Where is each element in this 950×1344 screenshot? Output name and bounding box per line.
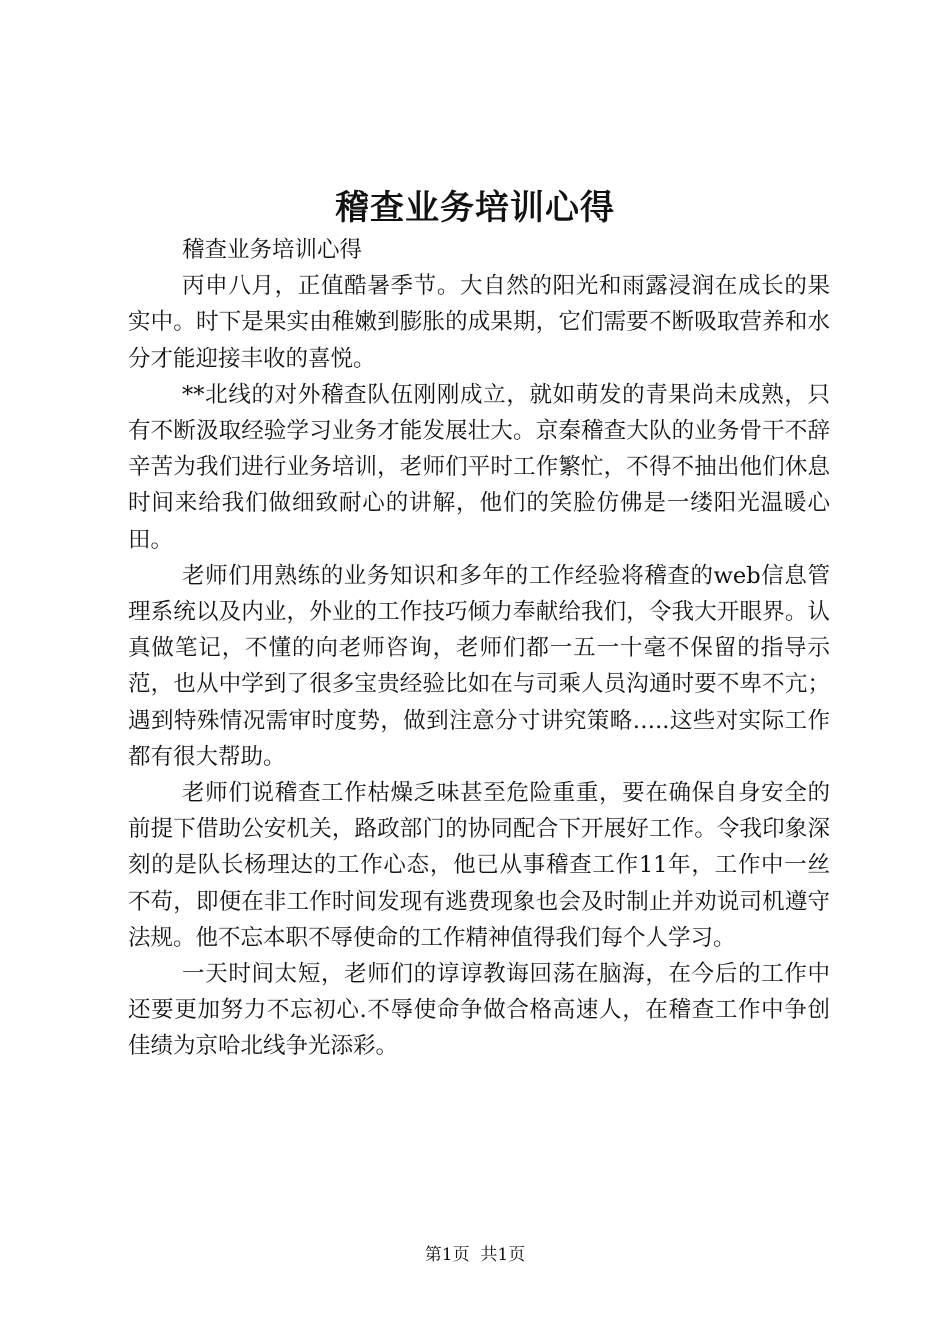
page-footer <box>0 1243 950 1267</box>
document-body <box>128 232 830 1065</box>
page-total: 共1页 <box>480 1245 526 1265</box>
document-title: 稽查业务培训心得 <box>335 188 615 228</box>
paragraph-training: 老师们用熟练的业务知识和多年的工作经验将稽查的web信息管理系统以及内业，外业的工作技巧倾力奉献给我们，令我大开眼界。认真做笔记，不懂的向老师咨询，老师们都一五一十毫不保留的指导示范，也从中学到了很多宝贵经验比如在与司乘人员沟通时要不卑不亢；遇到特殊情况需审时度势，做到注意分寸讲究策略…..这些对实际工作都有很大帮助。 <box>128 562 830 770</box>
paragraph-intro: 丙申八月，正值酷暑季节。大自然的阳光和雨露浸润在成长的果实中。时下是果实由稚嫩到膨胀的成果期，它们需要不断吸取营养和水分才能迎接丰收的喜悦。 <box>128 273 830 372</box>
paragraph-subtitle: 稽查业务培训心得 <box>182 237 363 263</box>
paragraph-conclusion: 一天时间太短，老师们的谆谆教诲回荡在脑海，在今后的工作中还要更加努力不忘初心.不辱使命争做合格高速人，在稽查工作中争创佳绩为京哈北线争光添彩。 <box>128 961 830 1060</box>
paragraph-team: **北线的对外稽查队伍刚刚成立，就如萌发的青果尚未成熟，只有不断汲取经验学习业务才能发展壮大。京秦稽查大队的业务骨干不辞辛苦为我们进行业务培训，老师们平时工作繁忙，不得不抽出他们休息时间来给我们做细致耐心的讲解，他们的笑脸仿佛是一缕阳光温暖心田。 <box>128 381 830 553</box>
page-number: 第1页 <box>424 1245 470 1265</box>
paragraph-work-attitude: 老师们说稽查工作枯燥乏味甚至危险重重，要在确保自身安全的前提下借助公安机关，路政部门的协同配合下开展好工作。令我印象深刻的是队长杨理达的工作心态，他已从事稽查工作11年，工作中一丝不苟，即便在非工作时间发现有逃费现象也会及时制止并劝说司机遵守法规。他不忘本职不辱使命的工作精神值得我们每个人学习。 <box>128 780 830 951</box>
